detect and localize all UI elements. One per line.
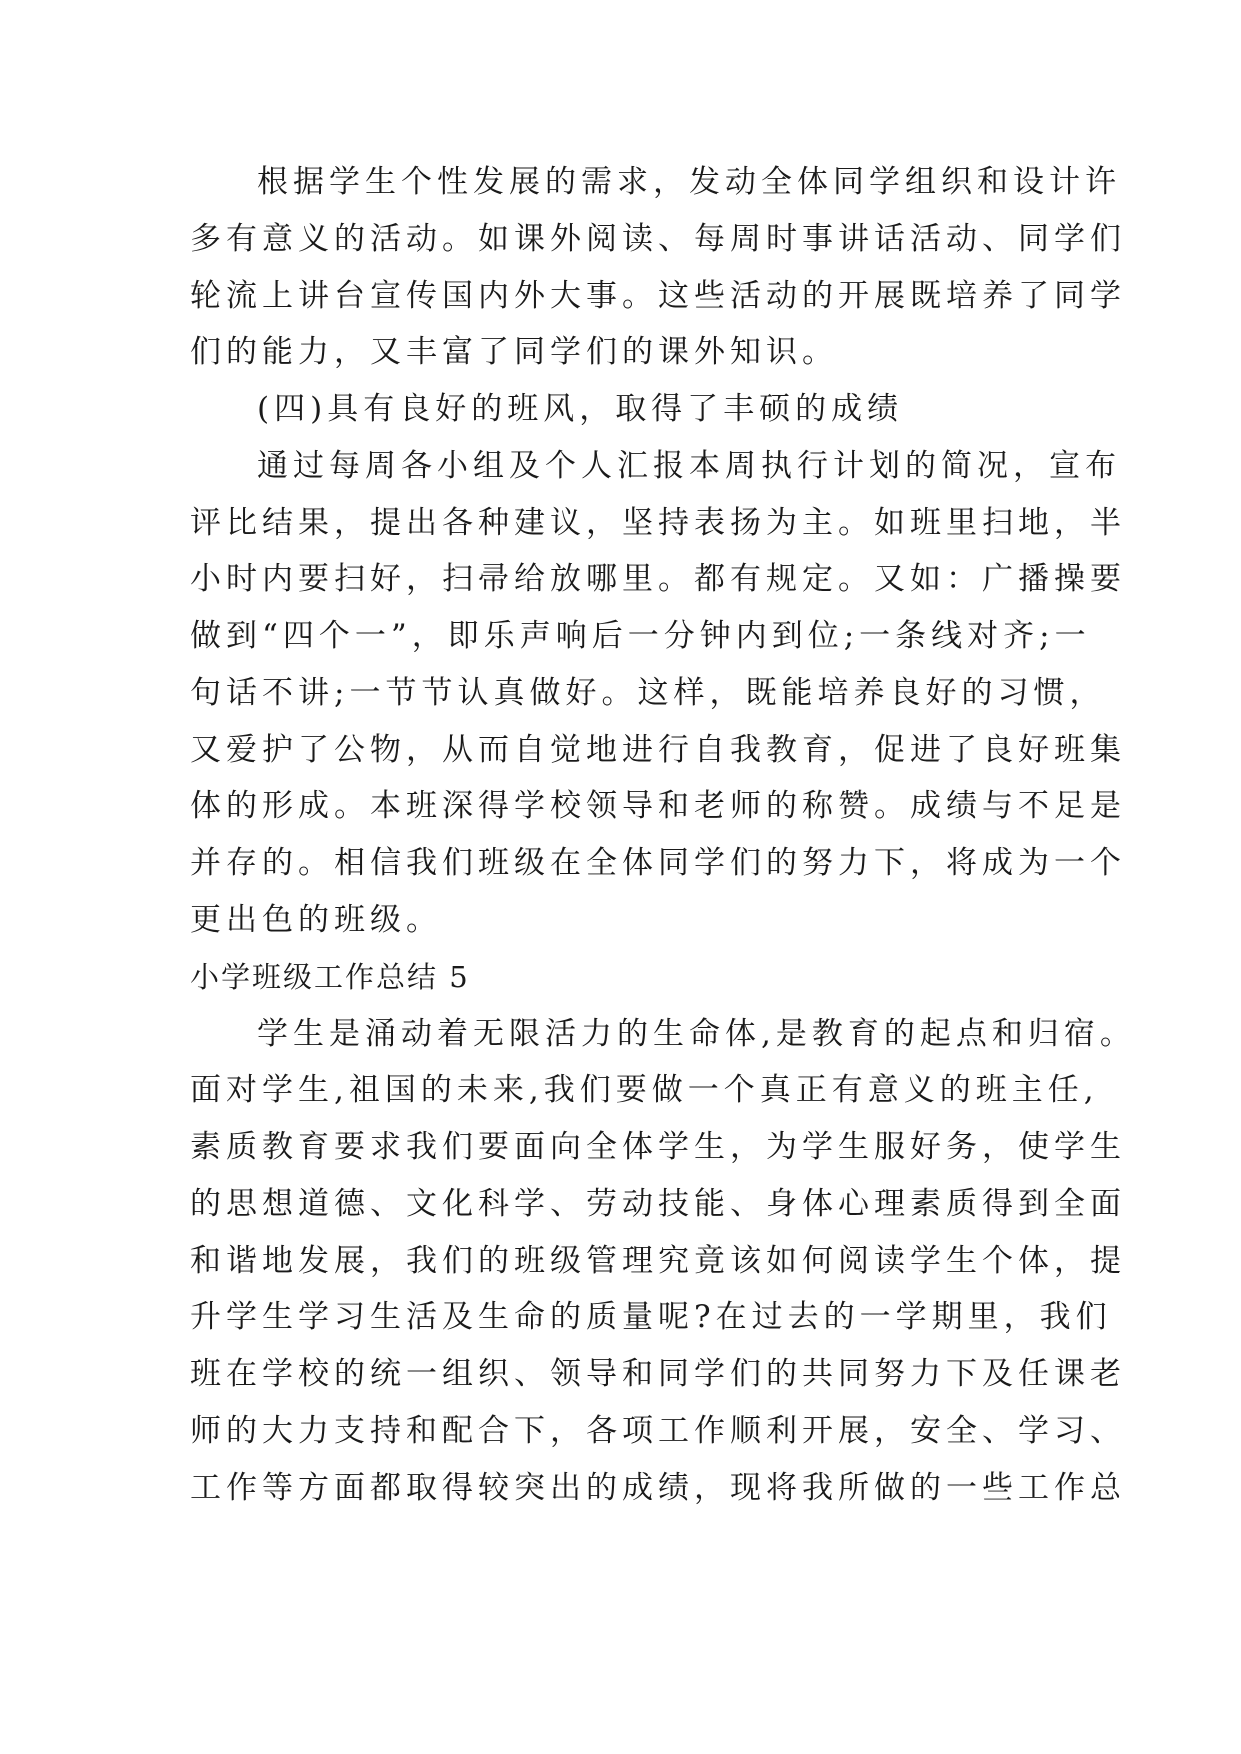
paragraph-line: 并存的。相信我们班级在全体同学们的努力下，将成为一个 (190, 845, 1126, 881)
paragraph-line: 又爱护了公物，从而自觉地进行自我教育，促进了良好班集 (190, 732, 1126, 768)
paragraph-line: 师的大力支持和配合下，各项工作顺利开展，安全、学习、 (190, 1413, 1126, 1449)
paragraph-line: 学生是涌动着无限活力的生命体,是教育的起点和归宿。 (257, 1016, 1136, 1052)
paragraph-line: 升学生学习生活及生命的质量呢?在过去的一学期里，我们 (190, 1299, 1112, 1335)
paragraph-line: 轮流上讲台宣传国内外大事。这些活动的开展既培养了同学 (190, 278, 1126, 314)
paragraph-line: 面对学生,祖国的未来,我们要做一个真正有意义的班主任, (190, 1072, 1099, 1108)
section-heading: (四)具有良好的班风，取得了丰硕的成绩 (257, 391, 904, 427)
paragraph-line: 更出色的班级。 (190, 902, 442, 938)
paragraph-line: 句话不讲;一节节认真做好。这样，既能培养良好的习惯， (190, 675, 1106, 711)
paragraph-line: 通过每周各小组及个人汇报本周执行计划的简况，宣布 (257, 448, 1121, 484)
paragraph-line: 素质教育要求我们要面向全体学生，为学生服好务，使学生 (190, 1129, 1126, 1165)
paragraph-line: 根据学生个性发展的需求，发动全体同学组织和设计许 (257, 164, 1121, 200)
paragraph-line: 们的能力，又丰富了同学们的课外知识。 (190, 334, 838, 370)
paragraph-line: 工作等方面都取得较突出的成绩，现将我所做的一些工作总 (190, 1470, 1126, 1506)
document-section-title: 小学班级工作总结 5 (190, 960, 470, 994)
paragraph-line: 多有意义的活动。如课外阅读、每周时事讲话活动、同学们 (190, 221, 1126, 257)
paragraph-line: 和谐地发展，我们的班级管理究竟该如何阅读学生个体，提 (190, 1243, 1126, 1279)
paragraph-line: 体的形成。本班深得学校领导和老师的称赞。成绩与不足是 (190, 788, 1126, 824)
paragraph-line: 做到“四个一”，即乐声响后一分钟内到位;一条线对齐;一 (190, 618, 1091, 654)
paragraph-line: 的思想道德、文化科学、劳动技能、身体心理素质得到全面 (190, 1186, 1126, 1222)
paragraph-line: 小时内要扫好，扫帚给放哪里。都有规定。又如：广播操要 (190, 561, 1126, 597)
paragraph-line: 班在学校的统一组织、领导和同学们的共同努力下及任课老 (190, 1356, 1126, 1392)
paragraph-line: 评比结果，提出各种建议，坚持表扬为主。如班里扫地，半 (190, 505, 1126, 541)
